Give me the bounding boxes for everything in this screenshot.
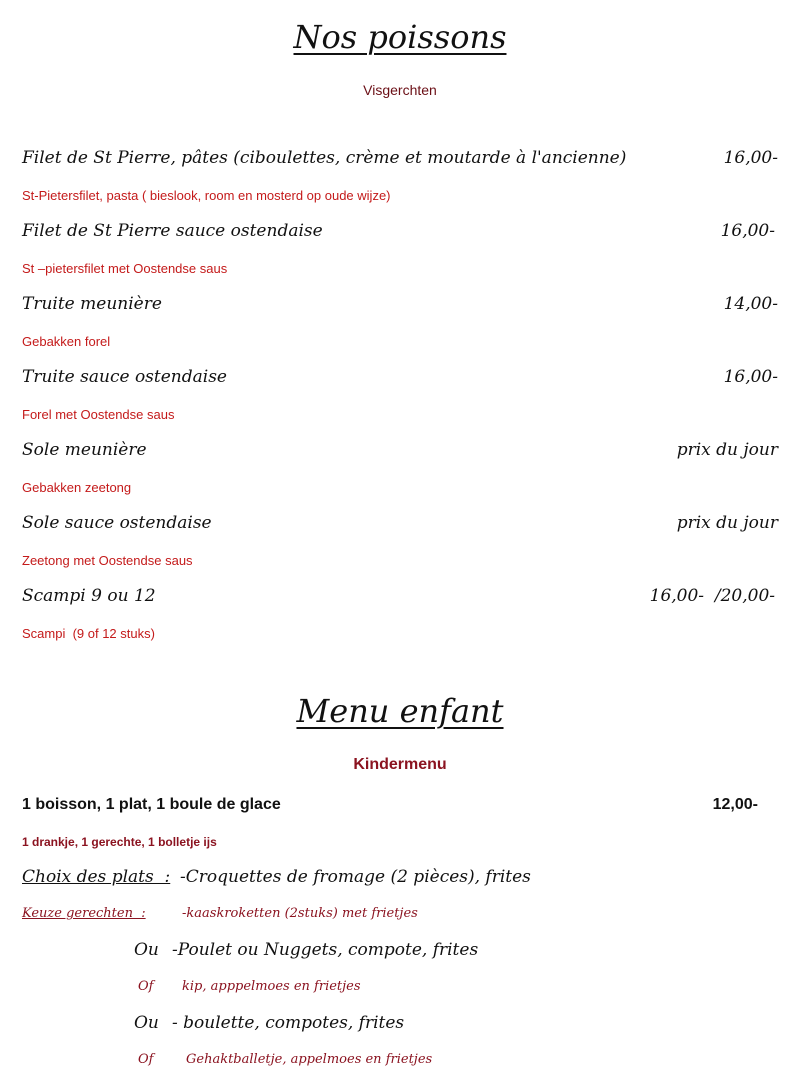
- choice-item: -Croquettes de fromage (2 pièces), frites: [180, 867, 531, 887]
- dish-name: Scampi 9 ou 12: [22, 586, 156, 606]
- dish-name: Truite sauce ostendaise: [22, 367, 227, 387]
- choice-prefix: Ou: [134, 1013, 159, 1033]
- dish-price: 14,00-: [723, 294, 778, 314]
- choice-item-translation: -kaaskroketten (2stuks) met frietjes: [182, 906, 418, 921]
- dish-translation: Gebakken forel: [22, 334, 111, 349]
- page-title: Nos poissons: [293, 18, 507, 56]
- choices-label-translation: Keuze gerechten :: [22, 906, 146, 921]
- choice-item-translation: Gehaktballetje, appelmoes en frietjes: [186, 1052, 433, 1067]
- dish-name: Sole meunière: [22, 440, 147, 460]
- dish-translation: Gebakken zeetong: [22, 480, 132, 495]
- section-subtitle: Visgerchten: [363, 82, 437, 98]
- dish-price: 16,00- /20,00-: [649, 586, 775, 606]
- choice-item: - boulette, compotes, frites: [172, 1013, 405, 1033]
- dish-translation: St-Pietersfilet, pasta ( bieslook, room en mosterd op oude wijze): [22, 188, 391, 203]
- kids-menu-line-translation: 1 drankje, 1 gerechte, 1 bolletje ijs: [22, 835, 217, 849]
- dish-translation: Zeetong met Oostendse saus: [22, 553, 193, 568]
- dish-translation: Scampi (9 of 12 stuks): [22, 626, 155, 641]
- choice-prefix-translation: Of: [138, 1052, 154, 1067]
- choices-label: Choix des plats :: [22, 867, 171, 887]
- kids-menu-title: Menu enfant: [296, 692, 504, 730]
- choice-prefix: Ou: [134, 940, 159, 960]
- kids-menu-subtitle: Kindermenu: [353, 756, 447, 773]
- choice-prefix-translation: Of: [138, 979, 154, 994]
- dish-translation: St –pietersfilet met Oostendse saus: [22, 261, 228, 276]
- dish-translation: Forel met Oostendse saus: [22, 407, 175, 422]
- choice-item: -Poulet ou Nuggets, compote, frites: [172, 940, 479, 960]
- dish-price: 16,00-: [720, 221, 775, 241]
- choice-item-translation: kip, apppelmoes en frietjes: [182, 979, 361, 994]
- dish-price: 16,00-: [723, 367, 778, 387]
- dish-price: prix du jour: [676, 440, 778, 460]
- dish-name: Filet de St Pierre sauce ostendaise: [22, 221, 323, 241]
- kids-menu-line: 1 boisson, 1 plat, 1 boule de glace: [22, 796, 281, 813]
- kids-menu-price: 12,00-: [712, 796, 758, 813]
- dish-name: Sole sauce ostendaise: [22, 513, 212, 533]
- dish-name: Filet de St Pierre, pâtes (ciboulettes, crème et moutarde à l'ancienne): [22, 148, 627, 168]
- dish-price: prix du jour: [676, 513, 778, 533]
- dish-name: Truite meunière: [22, 294, 162, 314]
- dish-price: 16,00-: [723, 148, 778, 168]
